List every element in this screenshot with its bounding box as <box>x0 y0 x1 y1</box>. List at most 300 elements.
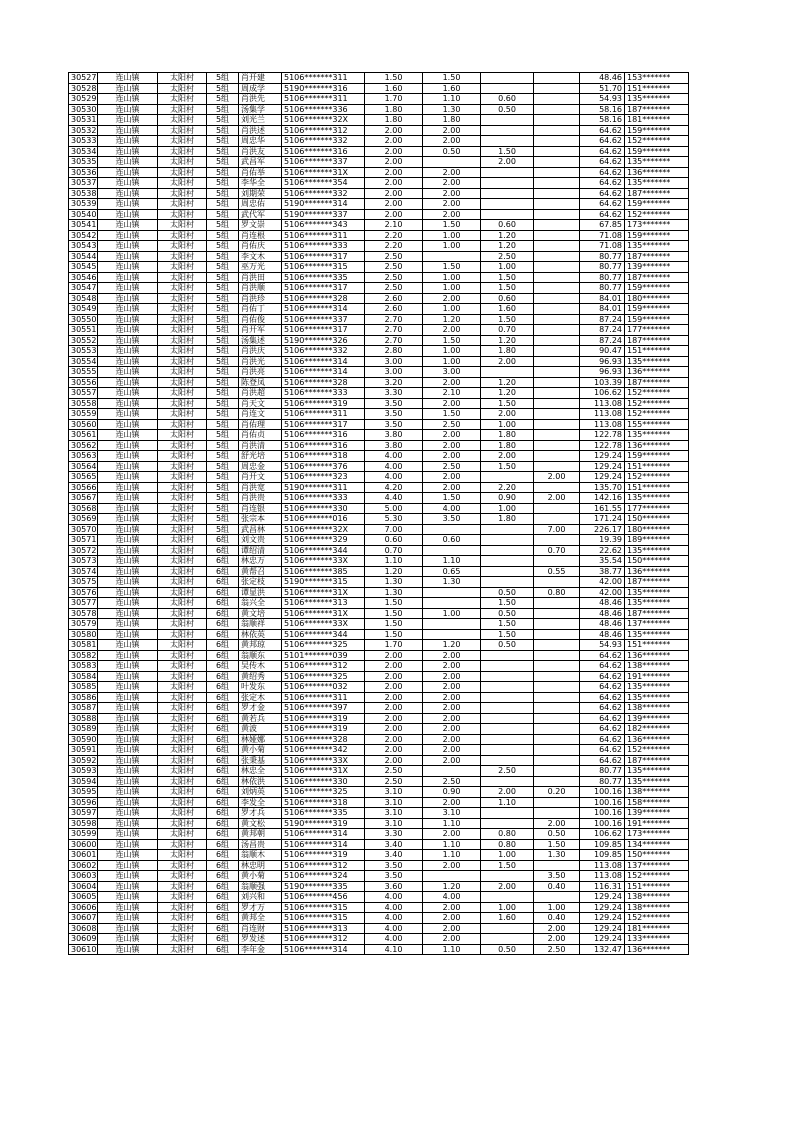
table-row <box>69 83 689 94</box>
town-cell: 连山镇 <box>98 493 158 504</box>
id-cell: 5106*******330 <box>282 503 365 514</box>
total-area-cell: 2.50 <box>365 766 423 777</box>
area-a-cell: 2.00 <box>423 902 481 913</box>
total-area-cell: 1.50 <box>365 608 423 619</box>
total-area-cell: 2.00 <box>365 146 423 157</box>
name-cell: 肖洪宽 <box>239 482 282 493</box>
id-cell: 5106*******316 <box>282 440 365 451</box>
amount-cell: 113.08 <box>580 409 625 420</box>
phone-cell: 135******* <box>625 629 689 640</box>
table-row <box>69 724 689 735</box>
area-c-cell <box>534 703 580 714</box>
name-cell: 林忠明 <box>239 860 282 871</box>
total-area-cell: 1.10 <box>365 556 423 567</box>
serial-cell: 30569 <box>69 514 98 525</box>
amount-cell: 129.24 <box>580 913 625 924</box>
amount-cell: 48.46 <box>580 598 625 609</box>
phone-cell: 187******* <box>625 755 689 766</box>
area-a-cell: 2.00 <box>423 167 481 178</box>
group-cell: 6组 <box>207 839 239 850</box>
serial-cell: 30535 <box>69 157 98 168</box>
area-b-cell: 1.60 <box>481 913 534 924</box>
village-cell: 太阳村 <box>158 787 207 798</box>
town-cell: 连山镇 <box>98 104 158 115</box>
area-b-cell <box>481 703 534 714</box>
name-cell: 肖洪述 <box>239 125 282 136</box>
area-c-cell <box>534 314 580 325</box>
area-c-cell: 0.40 <box>534 913 580 924</box>
area-a-cell: 2.00 <box>423 440 481 451</box>
town-cell: 连山镇 <box>98 944 158 955</box>
area-b-cell <box>481 115 534 126</box>
area-c-cell <box>534 241 580 252</box>
phone-cell: 151******* <box>625 482 689 493</box>
id-cell: 5106*******329 <box>282 535 365 546</box>
amount-cell: 226.17 <box>580 524 625 535</box>
group-cell: 5组 <box>207 346 239 357</box>
id-cell: 5106*******325 <box>282 787 365 798</box>
town-cell: 连山镇 <box>98 934 158 945</box>
village-cell: 太阳村 <box>158 304 207 315</box>
village-cell: 太阳村 <box>158 944 207 955</box>
phone-cell: 136******* <box>625 734 689 745</box>
area-c-cell: 3.50 <box>534 871 580 882</box>
total-area-cell: 2.60 <box>365 304 423 315</box>
area-b-cell: 1.80 <box>481 346 534 357</box>
serial-cell: 30555 <box>69 367 98 378</box>
serial-cell: 30553 <box>69 346 98 357</box>
id-cell: 5106*******315 <box>282 902 365 913</box>
area-c-cell <box>534 115 580 126</box>
name-cell: 肖洪清 <box>239 440 282 451</box>
area-b-cell: 2.00 <box>481 787 534 798</box>
group-cell: 5组 <box>207 251 239 262</box>
phone-cell: 136******* <box>625 440 689 451</box>
id-cell: 5106*******328 <box>282 734 365 745</box>
serial-cell: 30572 <box>69 545 98 556</box>
phone-cell: 155******* <box>625 419 689 430</box>
village-cell: 太阳村 <box>158 325 207 336</box>
id-cell: 5106*******312 <box>282 934 365 945</box>
area-c-cell <box>534 440 580 451</box>
total-area-cell: 3.80 <box>365 440 423 451</box>
area-b-cell: 1.00 <box>481 262 534 273</box>
phone-cell: 138******* <box>625 892 689 903</box>
name-cell: 谭绍清 <box>239 545 282 556</box>
group-cell: 6组 <box>207 692 239 703</box>
group-cell: 5组 <box>207 314 239 325</box>
area-b-cell: 2.50 <box>481 766 534 777</box>
group-cell: 6组 <box>207 619 239 630</box>
town-cell: 连山镇 <box>98 136 158 147</box>
village-cell: 太阳村 <box>158 671 207 682</box>
table-row <box>69 503 689 514</box>
area-a-cell <box>423 251 481 262</box>
total-area-cell: 1.80 <box>365 115 423 126</box>
serial-cell: 30548 <box>69 293 98 304</box>
town-cell: 连山镇 <box>98 871 158 882</box>
village-cell: 太阳村 <box>158 703 207 714</box>
id-cell: 5106*******385 <box>282 566 365 577</box>
area-a-cell: 1.50 <box>423 335 481 346</box>
id-cell: 5106*******333 <box>282 241 365 252</box>
area-a-cell <box>423 619 481 630</box>
town-cell: 连山镇 <box>98 514 158 525</box>
group-cell: 6组 <box>207 629 239 640</box>
id-cell: 5190*******316 <box>282 83 365 94</box>
area-c-cell <box>534 419 580 430</box>
id-cell: 5106*******335 <box>282 808 365 819</box>
id-cell: 5106*******314 <box>282 829 365 840</box>
area-b-cell: 1.20 <box>481 388 534 399</box>
village-cell: 太阳村 <box>158 839 207 850</box>
village-cell: 太阳村 <box>158 440 207 451</box>
group-cell: 5组 <box>207 262 239 273</box>
area-c-cell <box>534 503 580 514</box>
amount-cell: 113.08 <box>580 871 625 882</box>
total-area-cell: 4.40 <box>365 493 423 504</box>
id-cell: 5106*******328 <box>282 293 365 304</box>
total-area-cell: 2.50 <box>365 251 423 262</box>
phone-cell: 135******* <box>625 430 689 441</box>
total-area-cell: 5.00 <box>365 503 423 514</box>
name-cell: 周忠华 <box>239 136 282 147</box>
area-a-cell: 2.00 <box>423 682 481 693</box>
serial-cell: 30587 <box>69 703 98 714</box>
town-cell: 连山镇 <box>98 146 158 157</box>
group-cell: 5组 <box>207 388 239 399</box>
area-a-cell: 2.00 <box>423 325 481 336</box>
town-cell: 连山镇 <box>98 619 158 630</box>
serial-cell: 30565 <box>69 472 98 483</box>
phone-cell: 181******* <box>625 115 689 126</box>
amount-cell: 87.24 <box>580 325 625 336</box>
village-cell: 太阳村 <box>158 493 207 504</box>
total-area-cell: 2.70 <box>365 325 423 336</box>
id-cell: 5106*******32X <box>282 115 365 126</box>
serial-cell: 30568 <box>69 503 98 514</box>
amount-cell: 129.24 <box>580 934 625 945</box>
amount-cell: 122.78 <box>580 440 625 451</box>
name-cell: 林依英 <box>239 629 282 640</box>
group-cell: 5组 <box>207 178 239 189</box>
id-cell: 5106*******354 <box>282 178 365 189</box>
area-a-cell: 1.60 <box>423 83 481 94</box>
area-a-cell: 2.00 <box>423 934 481 945</box>
name-cell: 肖连文 <box>239 409 282 420</box>
amount-cell: 113.08 <box>580 419 625 430</box>
village-cell: 太阳村 <box>158 566 207 577</box>
area-a-cell: 2.00 <box>423 745 481 756</box>
town-cell: 连山镇 <box>98 535 158 546</box>
table-row <box>69 860 689 871</box>
amount-cell: 80.77 <box>580 251 625 262</box>
phone-cell: 151******* <box>625 881 689 892</box>
id-cell: 5106*******344 <box>282 545 365 556</box>
phone-cell: 151******* <box>625 83 689 94</box>
serial-cell: 30588 <box>69 713 98 724</box>
total-area-cell: 3.00 <box>365 356 423 367</box>
area-a-cell: 2.00 <box>423 482 481 493</box>
town-cell: 连山镇 <box>98 157 158 168</box>
area-b-cell: 1.10 <box>481 797 534 808</box>
serial-cell: 30594 <box>69 776 98 787</box>
name-cell: 翁顺强 <box>239 881 282 892</box>
total-area-cell: 2.00 <box>365 671 423 682</box>
serial-cell: 30603 <box>69 871 98 882</box>
total-area-cell: 1.50 <box>365 629 423 640</box>
serial-cell: 30584 <box>69 671 98 682</box>
group-cell: 5组 <box>207 367 239 378</box>
area-a-cell: 1.00 <box>423 346 481 357</box>
phone-cell: 191******* <box>625 818 689 829</box>
area-b-cell <box>481 125 534 136</box>
table-row <box>69 314 689 325</box>
area-c-cell: 2.00 <box>534 934 580 945</box>
name-cell: 张定枝 <box>239 577 282 588</box>
table-row <box>69 734 689 745</box>
area-a-cell: 0.65 <box>423 566 481 577</box>
id-cell: 5106*******314 <box>282 367 365 378</box>
name-cell: 周忠金 <box>239 461 282 472</box>
amount-cell: 22.62 <box>580 545 625 556</box>
area-a-cell: 1.20 <box>423 640 481 651</box>
town-cell: 连山镇 <box>98 188 158 199</box>
village-cell: 太阳村 <box>158 860 207 871</box>
town-cell: 连山镇 <box>98 272 158 283</box>
name-cell: 吴传木 <box>239 661 282 672</box>
amount-cell: 87.24 <box>580 335 625 346</box>
total-area-cell: 3.10 <box>365 818 423 829</box>
village-cell: 太阳村 <box>158 524 207 535</box>
phone-cell: 150******* <box>625 514 689 525</box>
town-cell: 连山镇 <box>98 587 158 598</box>
table-row <box>69 608 689 619</box>
area-c-cell <box>534 146 580 157</box>
phone-cell: 138******* <box>625 661 689 672</box>
area-c-cell <box>534 136 580 147</box>
name-cell: 肖洪庆 <box>239 346 282 357</box>
table-row <box>69 230 689 241</box>
id-cell: 5106*******336 <box>282 104 365 115</box>
group-cell: 5组 <box>207 83 239 94</box>
table-row <box>69 713 689 724</box>
name-cell: 黄波 <box>239 724 282 735</box>
group-cell: 5组 <box>207 493 239 504</box>
id-cell: 5106*******333 <box>282 493 365 504</box>
serial-cell: 30533 <box>69 136 98 147</box>
id-cell: 5190*******314 <box>282 199 365 210</box>
table-row <box>69 671 689 682</box>
table-row <box>69 146 689 157</box>
table-row <box>69 199 689 210</box>
area-b-cell <box>481 209 534 220</box>
serial-cell: 30586 <box>69 692 98 703</box>
group-cell: 6组 <box>207 871 239 882</box>
area-c-cell: 0.20 <box>534 787 580 798</box>
village-cell: 太阳村 <box>158 73 207 84</box>
amount-cell: 109.85 <box>580 839 625 850</box>
total-area-cell: 1.20 <box>365 566 423 577</box>
town-cell: 连山镇 <box>98 314 158 325</box>
name-cell: 肖连财 <box>239 923 282 934</box>
group-cell: 5组 <box>207 451 239 462</box>
name-cell: 翁顺东 <box>239 650 282 661</box>
area-a-cell: 1.10 <box>423 944 481 955</box>
amount-cell: 171.24 <box>580 514 625 525</box>
total-area-cell: 2.00 <box>365 755 423 766</box>
village-cell: 太阳村 <box>158 115 207 126</box>
group-cell: 5组 <box>207 272 239 283</box>
serial-cell: 30576 <box>69 587 98 598</box>
area-b-cell <box>481 871 534 882</box>
amount-cell: 64.62 <box>580 745 625 756</box>
area-b-cell <box>481 923 534 934</box>
name-cell: 李年金 <box>239 944 282 955</box>
id-cell: 5106*******33X <box>282 556 365 567</box>
town-cell: 连山镇 <box>98 398 158 409</box>
amount-cell: 42.00 <box>580 577 625 588</box>
town-cell: 连山镇 <box>98 304 158 315</box>
village-cell: 太阳村 <box>158 293 207 304</box>
table-row <box>69 335 689 346</box>
serial-cell: 30601 <box>69 850 98 861</box>
total-area-cell: 3.10 <box>365 787 423 798</box>
table-row <box>69 514 689 525</box>
serial-cell: 30554 <box>69 356 98 367</box>
amount-cell: 106.62 <box>580 388 625 399</box>
village-cell: 太阳村 <box>158 797 207 808</box>
name-cell: 黄帮召 <box>239 566 282 577</box>
serial-cell: 30544 <box>69 251 98 262</box>
area-a-cell: 1.00 <box>423 356 481 367</box>
area-c-cell: 0.80 <box>534 587 580 598</box>
total-area-cell: 1.70 <box>365 640 423 651</box>
id-cell: 5106*******328 <box>282 377 365 388</box>
area-b-cell: 0.60 <box>481 220 534 231</box>
town-cell: 连山镇 <box>98 545 158 556</box>
total-area-cell: 2.50 <box>365 776 423 787</box>
village-cell: 太阳村 <box>158 734 207 745</box>
name-cell: 肖佑举 <box>239 167 282 178</box>
phone-cell: 133******* <box>625 934 689 945</box>
area-c-cell <box>534 734 580 745</box>
village-cell: 太阳村 <box>158 367 207 378</box>
amount-cell: 87.24 <box>580 314 625 325</box>
area-a-cell: 3.10 <box>423 808 481 819</box>
area-a-cell <box>423 766 481 777</box>
table-row <box>69 650 689 661</box>
name-cell: 肖洪珍 <box>239 293 282 304</box>
area-c-cell <box>534 776 580 787</box>
village-cell: 太阳村 <box>158 335 207 346</box>
total-area-cell: 4.00 <box>365 461 423 472</box>
amount-cell: 64.62 <box>580 671 625 682</box>
serial-cell: 30579 <box>69 619 98 630</box>
serial-cell: 30605 <box>69 892 98 903</box>
area-b-cell <box>481 818 534 829</box>
table-row <box>69 577 689 588</box>
name-cell: 黄小菊 <box>239 871 282 882</box>
id-cell: 5101*******039 <box>282 650 365 661</box>
table-row <box>69 125 689 136</box>
village-cell: 太阳村 <box>158 178 207 189</box>
area-b-cell <box>481 167 534 178</box>
id-cell: 5106*******337 <box>282 314 365 325</box>
table-row <box>69 745 689 756</box>
table-row <box>69 902 689 913</box>
serial-cell: 30560 <box>69 419 98 430</box>
serial-cell: 30589 <box>69 724 98 735</box>
village-cell: 太阳村 <box>158 199 207 210</box>
phone-cell: 150******* <box>625 556 689 567</box>
town-cell: 连山镇 <box>98 608 158 619</box>
area-c-cell <box>534 797 580 808</box>
village-cell: 太阳村 <box>158 766 207 777</box>
area-a-cell: 2.00 <box>423 671 481 682</box>
town-cell: 连山镇 <box>98 860 158 871</box>
total-area-cell: 2.00 <box>365 199 423 210</box>
id-cell: 5106*******337 <box>282 157 365 168</box>
area-a-cell: 1.30 <box>423 104 481 115</box>
name-cell: 黄邦朝 <box>239 829 282 840</box>
town-cell: 连山镇 <box>98 892 158 903</box>
group-cell: 5组 <box>207 199 239 210</box>
group-cell: 6组 <box>207 734 239 745</box>
area-b-cell <box>481 556 534 567</box>
village-cell: 太阳村 <box>158 146 207 157</box>
group-cell: 5组 <box>207 440 239 451</box>
table-row <box>69 220 689 231</box>
town-cell: 连山镇 <box>98 734 158 745</box>
area-a-cell: 2.00 <box>423 293 481 304</box>
phone-cell: 189******* <box>625 535 689 546</box>
area-b-cell: 0.50 <box>481 587 534 598</box>
area-b-cell <box>481 808 534 819</box>
name-cell: 叶发东 <box>239 682 282 693</box>
phone-cell: 187******* <box>625 251 689 262</box>
id-cell: 5106*******33X <box>282 755 365 766</box>
name-cell: 肖佑庆 <box>239 241 282 252</box>
area-c-cell: 1.30 <box>534 850 580 861</box>
serial-cell: 30609 <box>69 934 98 945</box>
table-row <box>69 482 689 493</box>
phone-cell: 180******* <box>625 293 689 304</box>
table-row <box>69 272 689 283</box>
id-cell: 5106*******319 <box>282 713 365 724</box>
serial-cell: 30541 <box>69 220 98 231</box>
name-cell: 肖洪贵 <box>239 493 282 504</box>
phone-cell: 135******* <box>625 598 689 609</box>
table-row <box>69 209 689 220</box>
group-cell: 5组 <box>207 409 239 420</box>
phone-cell: 159******* <box>625 146 689 157</box>
phone-cell: 135******* <box>625 545 689 556</box>
table-row <box>69 766 689 777</box>
area-b-cell <box>481 524 534 535</box>
phone-cell: 134******* <box>625 839 689 850</box>
town-cell: 连山镇 <box>98 556 158 567</box>
phone-cell: 139******* <box>625 713 689 724</box>
area-c-cell <box>534 230 580 241</box>
amount-cell: 96.93 <box>580 367 625 378</box>
group-cell: 6组 <box>207 598 239 609</box>
area-a-cell: 2.00 <box>423 377 481 388</box>
total-area-cell: 3.10 <box>365 808 423 819</box>
area-a-cell: 1.50 <box>423 493 481 504</box>
phone-cell: 150******* <box>625 850 689 861</box>
amount-cell: 64.62 <box>580 157 625 168</box>
